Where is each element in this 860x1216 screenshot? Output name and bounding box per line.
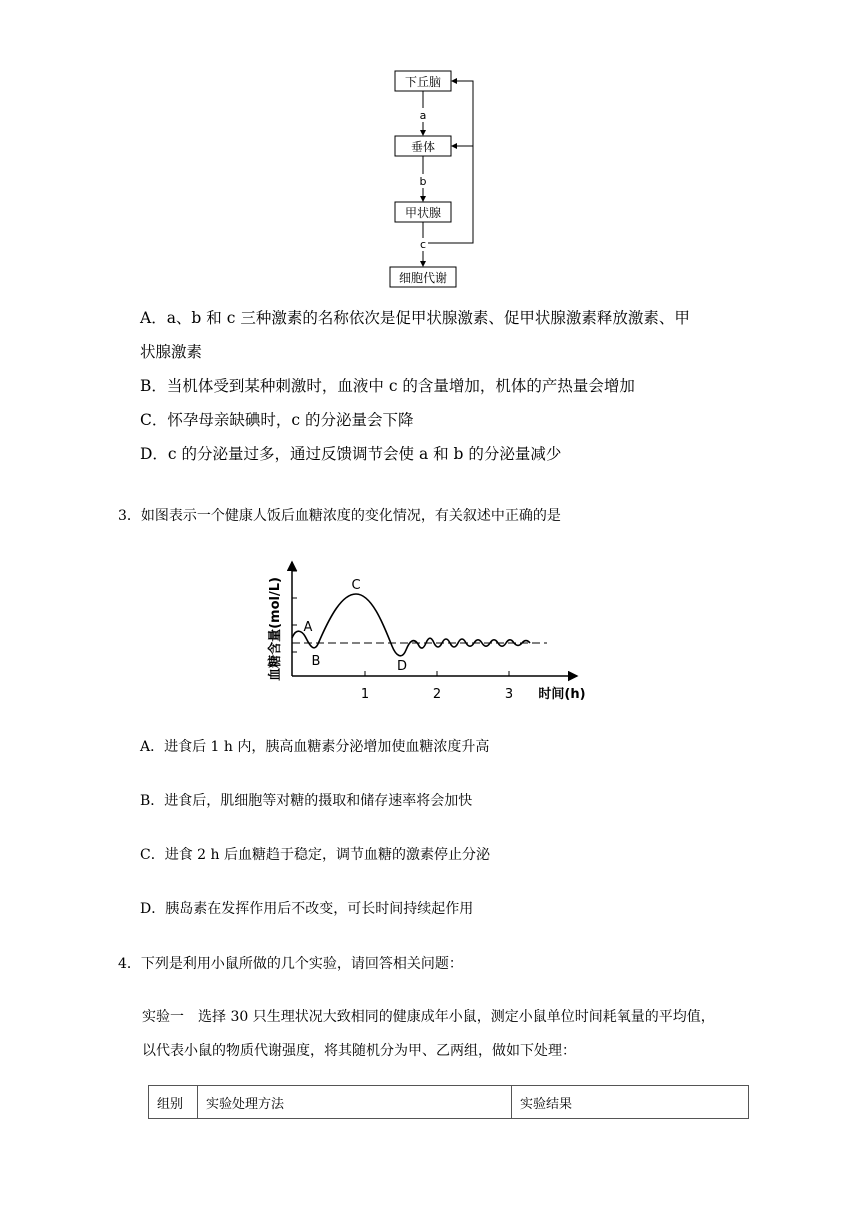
q2-option-b: B．当机体受到某种刺激时，血液中 c 的含量增加，机体的产热量会增加 <box>140 377 635 395</box>
table-header-method: 实验处理方法 <box>198 1086 512 1119</box>
point-label-c: C <box>351 578 361 593</box>
q3-option-b: B．进食后，肌细胞等对糖的摄取和储存速率将会加快 <box>140 793 473 809</box>
box-pituitary-label: 垂体 <box>410 140 436 154</box>
q4-experiment1-line1: 实验一 选择 30 只生理状况大致相同的健康成年小鼠，测定小鼠单位时间耗氧量的平均值， <box>142 1009 715 1025</box>
point-label-a: A <box>303 620 313 635</box>
y-axis-label: 血糖含量(mol/L) <box>268 577 283 681</box>
point-label-d: D <box>396 659 408 674</box>
edge-label-c: c <box>419 238 427 251</box>
q3-option-d: D．胰岛素在发挥作用后不改变，可长时间持续起作用 <box>140 901 474 917</box>
q3-option-a: A．进食后 1 h 内，胰高血糖素分泌增加使血糖浓度升高 <box>140 739 490 755</box>
table-header-result: 实验结果 <box>512 1086 749 1119</box>
q3-option-c: C．进食 2 h 后血糖趋于稳定，调节血糖的激素停止分泌 <box>140 847 490 863</box>
q2-option-d: D．c 的分泌量过多，通过反馈调节会使 a 和 b 的分泌量减少 <box>140 445 562 463</box>
edge-label-a: a <box>419 109 427 122</box>
box-metabolism-label: 细胞代谢 <box>398 271 448 285</box>
q4-stem: 4．下列是利用小鼠所做的几个实验，请回答相关问题： <box>118 956 463 972</box>
hormone-flow-diagram <box>380 66 480 292</box>
experiment-table <box>148 1085 749 1119</box>
box-hypothalamus-label: 下丘脑 <box>404 75 442 89</box>
box-thyroid-label: 甲状腺 <box>404 206 442 220</box>
table-header-group: 组别 <box>149 1086 198 1119</box>
q2-option-a-line1: A．a、b 和 c 三种激素的名称依次是促甲状腺激素、促甲状腺激素释放激素、甲 <box>140 309 690 327</box>
x-tick-label-2: 2 <box>432 687 442 702</box>
x-tick-label-3: 3 <box>504 687 514 702</box>
blood-glucose-chart <box>262 556 592 706</box>
q3-stem: 3．如图表示一个健康人饭后血糖浓度的变化情况，有关叙述中正确的是 <box>118 508 561 524</box>
q2-option-a-line2: 状腺激素 <box>140 343 203 361</box>
x-axis-label: 时间(h) <box>538 687 586 702</box>
x-tick-label-1: 1 <box>360 687 370 702</box>
table-header-row <box>149 1086 749 1119</box>
glucose-curve <box>292 594 530 656</box>
edge-label-b: b <box>419 175 427 188</box>
q2-option-c: C．怀孕母亲缺碘时，c 的分泌量会下降 <box>140 411 414 429</box>
q4-experiment1-line2: 以代表小鼠的物质代谢强度，将其随机分为甲、乙两组，做如下处理： <box>142 1043 576 1059</box>
point-label-b: B <box>311 654 321 669</box>
